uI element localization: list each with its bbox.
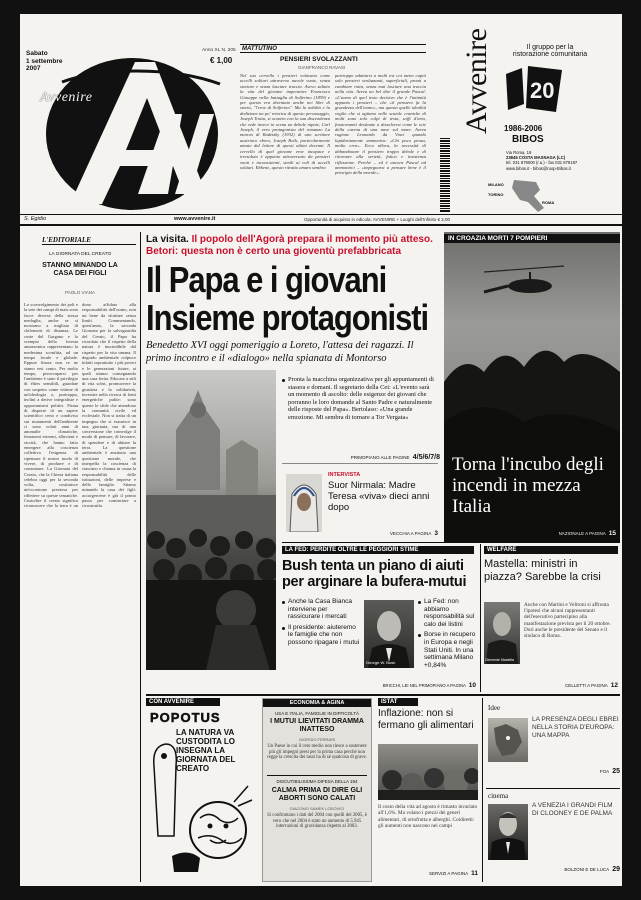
editorial-title: STANNO MINANDO LA CASA DEI FIGLI: [42, 262, 118, 277]
lead-ref-rule: [282, 463, 438, 464]
svg-text:20: 20: [530, 78, 555, 103]
section-rule-2: [146, 694, 620, 696]
cinema-title: A VENEZIA I GRANDI FILM DI CLOONEY E DE PALMA: [532, 802, 613, 817]
popotus-kicker: CON AVVENIRE: [146, 698, 220, 706]
editorial-author: PAOLO VIANA: [65, 290, 95, 295]
cinema-kicker: cinema: [488, 792, 509, 800]
masthead-logo-word: Avvenire: [40, 90, 93, 105]
editorial-kicker: [42, 236, 136, 245]
fed-left-2: Il presidente: aiuteremo le famiglie che non possono ripagare i mutui: [282, 624, 360, 647]
masthead-logo: [40, 44, 233, 216]
istat-kicker: ISTAT: [378, 698, 418, 706]
fed-right: [418, 598, 476, 672]
cinema-author: [542, 866, 620, 873]
idee-rule: [486, 788, 620, 789]
editorial-divider: [140, 232, 141, 882]
mattutino-kicker: [240, 44, 426, 53]
lead-ref-pages[interactable]: 4/5/6/7/8: [412, 454, 440, 461]
idee-photo: [488, 718, 528, 762]
lead-deck: Benedetto XVI oggi pomeriggio a Loreto, l'attesa dei ragazzi. Il primo incontro e il «dialogo» nella spianata di Montorso: [146, 340, 414, 364]
promo-logo: [502, 64, 566, 122]
interview-ref-page[interactable]: 3: [434, 530, 438, 537]
popotus-illustration: [148, 726, 254, 876]
masthead-day: Sabato: [26, 50, 48, 57]
welfare-kicker: WELFARE: [484, 546, 618, 554]
fed-right-1: La Fed: non abbiamo responsabilità sul calo dei listini: [418, 598, 476, 628]
interview-photo: [286, 474, 322, 532]
promo-map: [484, 178, 574, 214]
welfare-divider: [480, 544, 481, 692]
cinema-page[interactable]: 29: [612, 866, 620, 873]
europe-map-photo: [488, 718, 528, 762]
bottom-right-divider: [482, 698, 483, 882]
promo-box: [484, 44, 616, 216]
masthead-rule-2: [20, 224, 622, 226]
economia-author: GIORGIO FERRARI: [298, 737, 336, 742]
fed-kicker: LA FED: PERDITE OLTRE LE PEGGIORI STIME: [282, 546, 474, 554]
editorial-body: Lo sconvolgimento dei poli e la sete dei campi di mais sono facce diverse della stessa medaglia, anche se si mostrano a migliaia di chilometri di distanza. Le coste del Gargano e lo scempio della foresta amazzonica rappresentano la medesima sconfitta, ad un tempo locale e globale. Eppure finora non ce ne siamo resi conto. Per molto tempo, preoccuparsi per l'ambiente è stato il privilegio di élites sensibili, guardate con sospetto come vittime di un'ideologia o, purtroppo, inclini a derive integraliste e opportunismi politici. Prima di disporre di un sapere scientifico certo e condiviso sui mutamenti dell'ambiente ci sono voluti anni di anomalie climatiche, fenomeni estremi, alluvioni e siccità, che hanno fatto emergere alla coscienza collettiva l'esigenza di ripensare il nostro modo di vivere, di produrre e di consumare. La Giornata del Creato, che la Chiesa italiana celebra oggi per la seconda volta, costituisce un'occasione preziosa per riflettere su queste tematiche. Custodire il creato significa riconoscere che la terra è un dono affidato alla responsabilità dell'uomo, non un bene da sfruttare senza limiti. Commentando, quest'anno, la seconda Giornata per la salvaguardia del Creato, il Papa ha ricordato che il rispetto della natura è inscindibile dal rispetto per la vita umana. Il degrado ambientale colpisce infatti soprattutto i più poveri e le generazioni future, ai quali stiamo consegnando una casa ferita. Educare a stili di vita sobri, promuovere la giustizia e la solidarietà, investire nella ricerca di fonti energetiche pulite: sono queste le sfide che attendono la comunità civile ed ecclesiale. Non si tratta di un impegno che si esaurisce in una giornata, ma di una conversione che coinvolge il modo di pensare, di lavorare, di spendere e di abitare la terra. La questione ambientale è anzitutto una questione morale, che interpella la coscienza di ciascuno e chiama in causa la responsabilità delle istituzioni, delle imprese e delle famiglie. Stiamo minando la casa dei figli: accorgercene è già il primo passo per cominciare a ricostruirla.: [24, 302, 136, 509]
bush-photo: [364, 600, 414, 668]
istat-body: Il costo della vita ad agosto è rimasto invariato all'1,6%. Ma volano i prezzi dei generi alimentari, di ortofrutta e alberghi. Coldiretti: gli aumenti non nascono nei campi: [378, 804, 478, 829]
welfare-headline: Mastella: ministri in piazza? Sarebbe la crisi: [484, 558, 601, 583]
popotus-box: [146, 698, 256, 882]
mattutino-col1: Nel suo cervello i pensieri volavano come uccelli solitari attraverso nuvole vuote, senza storture e senza lasciare traccia. Avevo saltato la vita del giovane imperatore Francesco Giuseppe nella battaglia di Solferino (1859) e per questo era diventato anche nei libri di storia, "l'eroe di Solferino". Ma la nobiltà e la dedizione un po' retorica di questo personaggio, Joseph Trotta, si scontra con la sua discendenza che vede invece in scena un debole nipote, Carl Joseph, il vero protagonista del romanzo La marcia di Radetzky (1932) di uno scrittore austriaco ebreo, Joseph Roth, particolarmente amato dal lettore di questi ultimi decenni. Il cervello di quel giovane eroe incapace e irresoluto è appunto attraversato da pensieri vuoti e inconsistenti, simili ai voli di uccelli solitari. Ebbene, questo ritratto amaro sembra: [240, 73, 330, 170]
interview-ref-label: VECCHIA A PAGINA: [389, 531, 432, 536]
interview-ref: [352, 530, 438, 537]
popotus-text: LA NATURA VA CUSTODITA LO INSEGNA LA GIORNATA DEL CREATO: [176, 728, 236, 773]
barcode: [440, 138, 450, 212]
mattutino-author: GIANFRANCO RAVASI: [298, 65, 346, 70]
istat-ref: [398, 870, 478, 877]
promo-addr2: 23845 COSTA MASNAGA (LC): [506, 155, 566, 161]
fed-right-2: Borse in recupero in Europa e negli Stati Uniti. In una settimana Milano +0,84%: [418, 631, 476, 669]
lead-ref: [350, 454, 440, 461]
masthead-rule: [20, 214, 622, 215]
economia-author2: GIACOMO SAMEK LODOVICI: [289, 806, 345, 811]
welfare-photo-caption: Clemente Mastella: [485, 658, 514, 662]
economia-body: Un Paese in cui il ceto medio non riesce a sostenere più gli impegni presi per la prima casa perché non regge la crescita dei tassi ha di sé qualcosa di grave.: [267, 744, 367, 761]
bibos-20-icon: [502, 64, 566, 122]
masthead-date-value: 1 settembre: [26, 57, 63, 65]
vertical-masthead: Avvenire: [460, 28, 493, 134]
promo-address: [506, 150, 616, 171]
economia-rule: [267, 775, 367, 776]
promo-line2: ristorazione comunitaria: [512, 51, 588, 58]
promo-city1: MILANO: [488, 182, 504, 187]
economia-sub2: DISCUTIBILISSIMA DIFESA DELLA 194: [276, 779, 358, 784]
lead-kicker-text: Il popolo dell'Agorà prepara il momento più atteso. Betori: questa non è certo una gioventù prefabbricata: [146, 234, 433, 257]
interview-kicker: INTERVISTA: [328, 472, 361, 478]
fed-photo: [364, 600, 414, 668]
lead-photo: [146, 370, 276, 670]
welfare-body: Anche con Martini e Veltroni si affronta l'ipotesi che alcuni rappresentanti dell'esecutivo partecipino alla manifestazione prevista per il 20 ottobre. Duri anche le presidente del Senato e il sindaco di Roma.: [524, 602, 611, 640]
promo-addr4: www.bibos.it - bibos@ruop-Bibos.it: [506, 165, 571, 171]
promo-line1: Il gruppo per la: [526, 44, 574, 51]
idee-author-name: FOA: [599, 769, 609, 774]
vegetables-photo: [378, 744, 478, 800]
mattutino-title: PENSIERI SVOLAZZANTI: [280, 56, 358, 63]
fed-ref: [340, 682, 476, 689]
idee-author: [576, 768, 620, 775]
lead-headline-1: Il Papa e i giovani: [146, 259, 387, 300]
fed-left: [282, 598, 360, 650]
promo-brand: BIBOS: [512, 134, 544, 145]
idee-kicker: Idee: [488, 704, 501, 712]
welfare-photo: [484, 602, 520, 664]
interview-box: [282, 468, 438, 540]
promo-city3: TORINO: [488, 192, 504, 197]
fed-ref-page[interactable]: 10: [468, 682, 476, 689]
lead-kicker-label: La visita.: [146, 234, 189, 245]
fed-photo-caption: George W. Bush: [366, 660, 396, 665]
idee-title: LA PRESENZA DEGLI EBREI NELLA STORIA D'EUROPA: UNA MAPPA: [532, 716, 619, 739]
masthead-issue: Anno XL N. 205: [202, 48, 236, 53]
mastella-photo: [484, 602, 520, 664]
lead-ref-label: PRIMOPIANO ALLE PAGINE: [350, 455, 410, 460]
fires-headline: Torna l'incubo degli incendi in mezza Italia: [452, 454, 604, 517]
welfare-ref: [520, 682, 618, 689]
istat-box: [378, 698, 478, 882]
lead-bullet: [282, 376, 436, 425]
idee-page[interactable]: 25: [612, 768, 620, 775]
fires-ref-page[interactable]: 15: [608, 530, 616, 537]
economia-body2: Si confrontano i dati del 2004 con quelli del 2005, è vero che nel 2004 è stato un aumento di 5.945 interruzioni di gravidanza rispetto al 2003.: [267, 813, 367, 830]
idee-box: [486, 704, 620, 784]
mattutino-kicker-text: MATTUTINO: [242, 46, 277, 52]
istat-ref-page[interactable]: 11: [471, 870, 478, 877]
av-logo-icon: [40, 44, 233, 216]
cartoon-earth-icon: [148, 726, 254, 876]
welfare-ref-label: CELLETTI A PAGINA: [565, 683, 608, 688]
edicola-offer: Opportunità di acquisto in edicola: AVVENIRE + Luoghi dell'Infinito € 2,00: [304, 217, 450, 222]
popotus-logo: POPOTUS: [150, 710, 221, 725]
masthead-year: 2007: [26, 65, 41, 72]
promo-years: 1986-2006: [504, 124, 543, 133]
fires-kicker: IN CROAZIA MORTI 7 POMPIERI: [444, 234, 620, 243]
economia-title2: CALMA PRIMA DI DIRE GLI ABORTI SONO CALATI: [271, 787, 363, 802]
mother-teresa-photo: [286, 474, 322, 532]
website-link[interactable]: www.avvenire.it: [174, 216, 216, 222]
loreto-crowd-photo: [146, 370, 276, 670]
cinema-photo: [488, 804, 528, 860]
fed-left-1: Anche la Casa Bianca interviene per rassicurare i mercati: [282, 598, 360, 621]
newspaper-front-page: [20, 14, 622, 886]
interview-title: Suor Nirmala: Madre Teresa «viva» dieci anni dopo: [328, 480, 430, 513]
economia-box: [262, 698, 372, 882]
lead-kicker: [146, 234, 436, 258]
mattutino-col2: purtroppo adattarsi a molti tra coi meno capiti solo pensieri svolazzanti, superficiali, pronti a cambiare rotta, senza mai lasciare una traccia nella vita. Aveva un bel dire il grande Pascal: «L'uomo di quel testo decisivo che è l'intimità appunto i pensieri – che «il pensiero fa la grandezza dell'uomo», ma questa quelle idealità voglio che si agitano nelle scatole craniche di molti sono solo colpi di testa, soffi d'aria, frastornanti destinate a dissolversi come le scie della carena di una nave sul mare. Aveva ragione Leonardo da Vinci quando lapidariamente ammoniva: «Chi poco pensa, molto erra». Ecco allora, la necessità di abbandonare il pensiero troppo debole e di ritornare alla serietà, fatica e insistenza riflessione. Perché – ed è ancora Pascal ad ammonirci – «impegnarsi a pensare bene è il principio della morale».: [335, 73, 426, 176]
cinema-author-name: BOLZONI E DE LUCA: [564, 867, 609, 872]
economia-title: I MUTUI LIEVITATI DRAMMA INATTESO: [270, 718, 364, 733]
saint-of-day: S. Egidio: [24, 216, 47, 222]
istat-ref-label: SERVIZI A PAGINA: [429, 871, 468, 876]
welfare-ref-page[interactable]: 12: [610, 682, 618, 689]
editorial-column: [24, 232, 136, 882]
promo-addr3: tel. 031 879000 (r.a.) - fax 031 879197: [506, 160, 578, 166]
lead-headline-2: Insieme protagonisti: [146, 297, 429, 338]
cinema-box: [486, 792, 620, 880]
istat-photo: [378, 744, 478, 800]
masthead-price: € 1,00: [210, 56, 233, 65]
fires-ref: [520, 530, 616, 537]
mattutino-box: [240, 44, 426, 216]
fed-ref-label: BRICCHI, LEI NEL PRIMOPIANO A PAGINA: [382, 683, 466, 688]
economia-sub: USA E ITALIA, FAMIGLIE IN DIFFICOLTÀ: [274, 711, 360, 716]
lead-bullet-item: Pronta la macchina organizzativa per gli appuntamenti di stasera e domani. Il segretario della Cei: «L'evento sarà un momento di ascolto: delle esigenze dei giovani che porranno le loro domande al Santo Padre e naturalmente delle risposte del Papa». Bertolaso: «Una grande emozione. Mi sembra di tornare a Tor Vergata»: [282, 376, 436, 422]
fed-headline: Bush tenta un piano di aiuti per arginare la bufera-mutui: [282, 558, 467, 590]
istat-headline: Inflazione: non si fermano gli alimentari: [378, 708, 474, 731]
economia-kicker: ECONOMIA & AGINA: [263, 699, 371, 707]
promo-addr1: Via Roma, 19: [506, 150, 532, 155]
section-rule-1: [282, 542, 620, 543]
editorial-subkicker: LA GIORNATA DEL CREATO: [48, 252, 112, 257]
promo-city2: ROMA: [542, 200, 555, 205]
clooney-photo: [488, 804, 528, 860]
fires-ref-label: NAZIONALE A PAGINA: [558, 531, 606, 536]
editorial-kicker-text: L'EDITORIALE: [42, 236, 91, 244]
